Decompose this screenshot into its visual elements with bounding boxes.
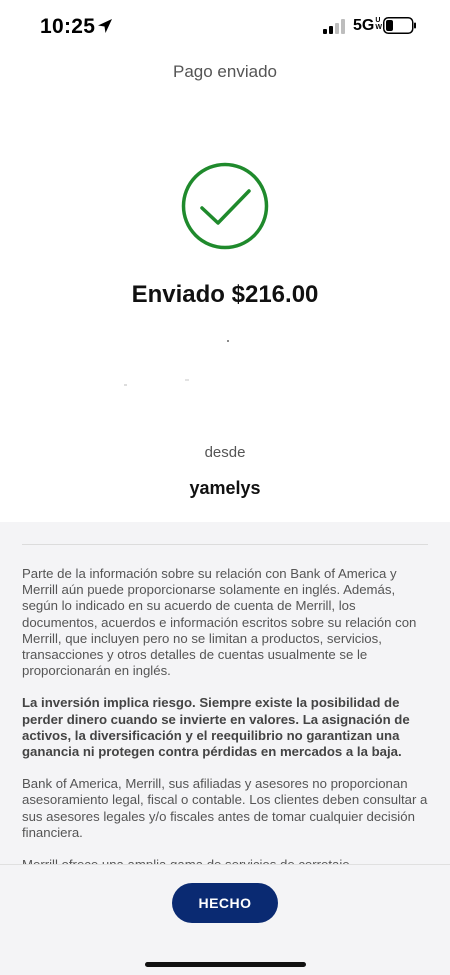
sent-amount: Enviado $216.00	[131, 281, 319, 308]
disclosure-text	[22, 566, 434, 905]
done-button[interactable]: HECHO	[172, 883, 278, 923]
network-sup: UW	[375, 17, 382, 31]
disclosure-paragraph-legal: Bank of America, Merrill, sus afiliadas y asesores no proporcionan asesoramiento legal, fiscal o contable. Los clientes deben consultar a sus asesores legales y/o fiscales antes de tomar cualquier decisión financiera.	[22, 776, 428, 840]
sender-name: yamelys	[189, 478, 261, 498]
home-indicator[interactable]	[145, 962, 306, 967]
location-arrow-icon	[96, 17, 114, 35]
battery-icon	[383, 17, 417, 34]
network-indicator	[353, 17, 381, 35]
status-time: 10:25	[40, 15, 96, 38]
disclosure-paragraph-language: Parte de la información sobre su relación con Bank of America y Merrill aún puede proporcionarse solamente en inglés. Además, según lo indicado en su acuerdo de cuenta de Merrill, los documentos, acuerdos e información escritos sobre su relación con Merrill, que incluyen pero no se limitan a productos, servicios, transacciones y otros detalles de cuentas usualmente se le proporcionarán en inglés.	[22, 566, 417, 679]
checkmark-circle-icon	[181, 162, 269, 250]
blank-speck	[124, 384, 127, 386]
disclosure-section[interactable]	[0, 522, 450, 864]
blank-speck	[227, 340, 229, 342]
blank-speck	[185, 379, 189, 381]
disclosure-paragraph-risk: La inversión implica riesgo. Siempre existe la posibilidad de perder dinero cuando se invierte en valores. La asignación de activos, la diversificación y el reequilibrio no garantizan una ganancia ni protegen contra pérdidas en mercados a la baja.	[22, 695, 410, 760]
footer-bar	[0, 864, 450, 975]
page-title: Pago enviado	[173, 62, 277, 81]
status-bar	[0, 0, 450, 56]
from-label: desde	[204, 444, 246, 461]
network-type: 5G	[353, 17, 375, 34]
divider	[22, 544, 428, 545]
signal-bars-icon	[323, 19, 349, 34]
